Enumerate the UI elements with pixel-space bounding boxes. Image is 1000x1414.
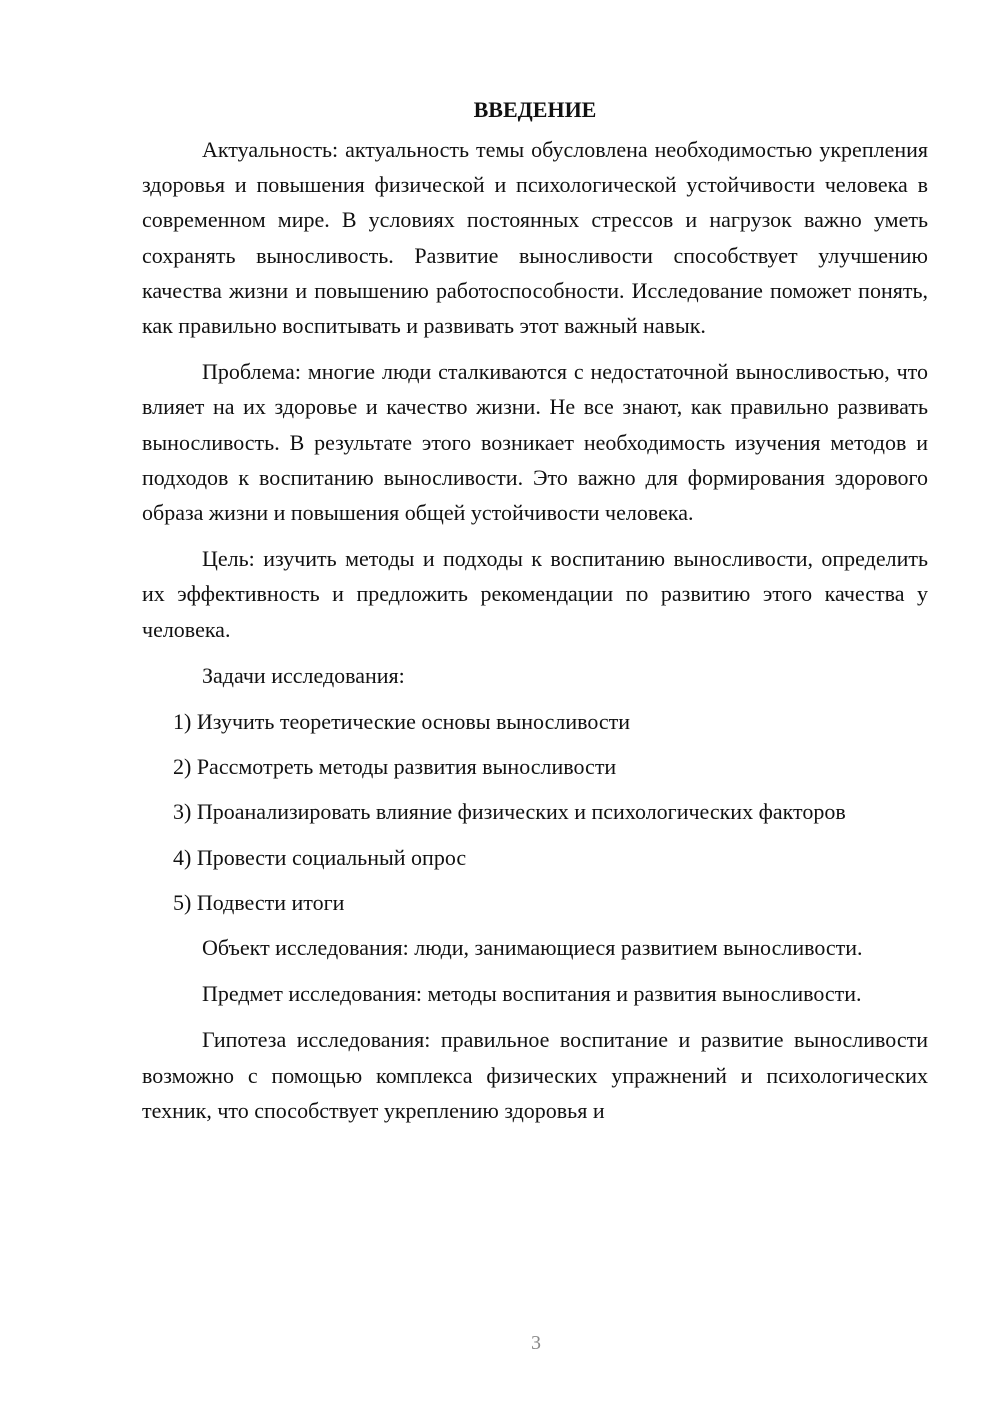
paragraph-hypothesis: Гипотеза исследования: правильное воспитание и развитие выносливости возможно с помощью комплекса физических упражнений и психологических техник, что способствует укреплению здоровья и bbox=[142, 1027, 928, 1123]
paragraph-subject: Предмет исследования: методы воспитания и развития выносливости. bbox=[202, 981, 862, 1007]
task-item-1: 1) Изучить теоретические основы выносливости bbox=[173, 709, 631, 735]
task-item-2: 2) Рассмотреть методы развития выносливости bbox=[173, 754, 617, 780]
page-number: 3 bbox=[531, 1332, 541, 1354]
document-page bbox=[142, 92, 928, 1139]
page-title: ВВЕДЕНИЕ bbox=[473, 97, 597, 122]
task-item-5: 5) Подвести итоги bbox=[173, 889, 345, 915]
task-item-4: 4) Провести социальный опрос bbox=[173, 844, 467, 870]
paragraph-relevance: Актуальность: актуальность темы обусловлена необходимостью укрепления здоровья и повышения физической и психологической устойчивости человека в современном мире. В условиях постоянных стрессов и нагрузок важно уметь сохранять выносливость. Развитие выносливости способствует улучшению качества жизни и повышению работоспособности. Исследование поможет понять, как правильно воспитывать и развивать этот важный навык. bbox=[142, 137, 928, 339]
paragraph-goal: Цель: изучить методы и подходы к воспитанию выносливости, определить их эффективность и предложить рекомендации по развитию этого качества у человека. bbox=[142, 546, 928, 642]
paragraph-object: Объект исследования: люди, занимающиеся развитием выносливости. bbox=[202, 935, 863, 961]
task-item-3: 3) Проанализировать влияние физических и психологических факторов bbox=[173, 799, 846, 825]
paragraph-tasks-heading: Задачи исследования: bbox=[202, 662, 405, 688]
paragraph-problem: Проблема: многие люди сталкиваются с недостаточной выносливостью, что влияет на их здоровье и качество жизни. Не все знают, как правильно развивать выносливость. В результате этого возникает необходимость изучения методов и подходов к воспитанию выносливости. Это важно для формирования здорового образа жизни и повышения общей устойчивости человека. bbox=[142, 359, 928, 526]
